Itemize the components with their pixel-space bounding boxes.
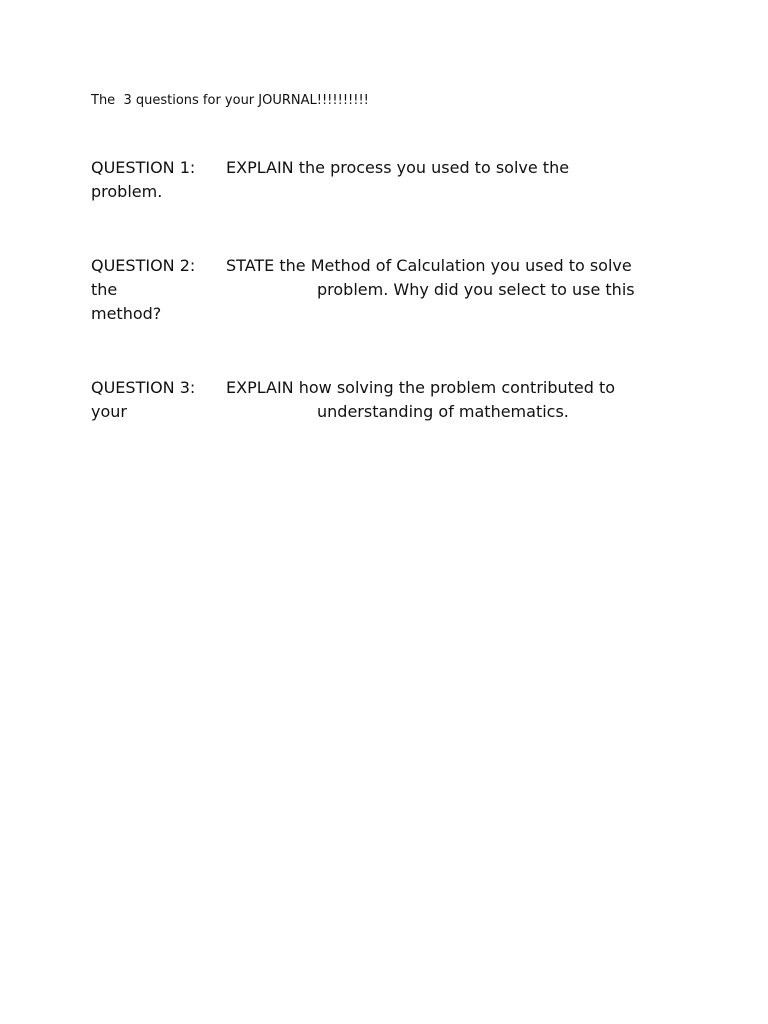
question-3-line-2 bbox=[91, 400, 691, 424]
question-2-line-3 bbox=[91, 302, 691, 326]
question-2-text-word: the bbox=[91, 280, 118, 299]
question-2-text-end: method? bbox=[91, 304, 162, 323]
question-2-label: QUESTION 2: bbox=[91, 256, 196, 275]
question-2 bbox=[91, 254, 691, 326]
question-2-text-continued: problem. Why did you select to use this bbox=[317, 280, 635, 299]
question-2-line-2 bbox=[91, 278, 691, 302]
question-1-label: QUESTION 1: bbox=[91, 158, 196, 177]
question-1-line-2 bbox=[91, 180, 691, 204]
question-2-line-1 bbox=[91, 254, 691, 278]
question-2-text: STATE the Method of Calculation you used to solve bbox=[226, 256, 632, 275]
question-1 bbox=[91, 156, 691, 204]
question-3-text-continued: understanding of mathematics. bbox=[317, 402, 569, 421]
question-3-text-word: your bbox=[91, 402, 127, 421]
question-3-text: EXPLAIN how solving the problem contributed to bbox=[226, 378, 616, 397]
intro-text: The 3 questions for your JOURNAL!!!!!!!!!! bbox=[91, 93, 369, 108]
question-1-text-continued: problem. bbox=[91, 182, 163, 201]
question-3 bbox=[91, 376, 691, 424]
question-3-label: QUESTION 3: bbox=[91, 378, 196, 397]
question-1-line-1 bbox=[91, 156, 691, 180]
question-1-text: EXPLAIN the process you used to solve the bbox=[226, 158, 570, 177]
question-3-line-1 bbox=[91, 376, 691, 400]
